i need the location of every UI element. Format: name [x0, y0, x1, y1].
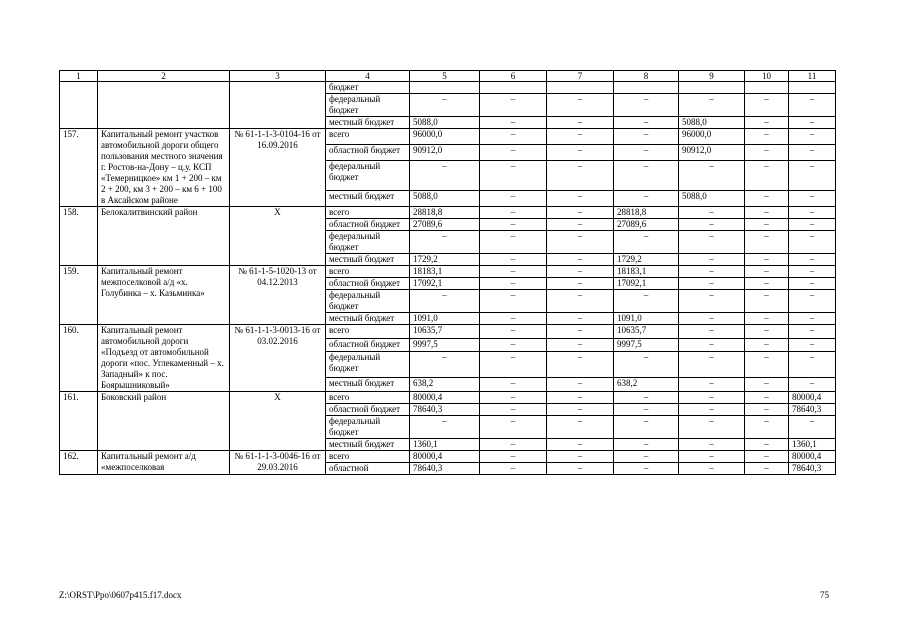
- amount-cell: 18183,1: [410, 266, 480, 278]
- amount-cell: –: [679, 219, 745, 231]
- amount-cell: –: [789, 290, 836, 313]
- amount-cell: –: [547, 94, 614, 117]
- amount-cell: –: [789, 416, 836, 439]
- amount-cell: –: [679, 451, 745, 463]
- funding-source-cell: местный бюджет: [326, 313, 410, 325]
- amount-cell: 78640,3: [410, 463, 480, 475]
- amount-cell: –: [679, 290, 745, 313]
- amount-cell: –: [547, 254, 614, 266]
- amount-cell: –: [789, 278, 836, 290]
- amount-cell: –: [480, 378, 547, 392]
- amount-cell: 28818,8: [614, 207, 679, 219]
- row-number-cell: 160.: [60, 325, 98, 392]
- amount-cell: –: [745, 219, 789, 231]
- amount-cell: –: [480, 117, 547, 129]
- amount-cell: –: [745, 191, 789, 207]
- amount-cell: –: [745, 451, 789, 463]
- amount-cell: –: [679, 313, 745, 325]
- column-number: 7: [547, 71, 614, 82]
- amount-cell: –: [547, 266, 614, 278]
- amount-cell: –: [679, 378, 745, 392]
- amount-cell: –: [745, 404, 789, 416]
- amount-cell: –: [547, 352, 614, 378]
- amount-cell: 80000,4: [410, 392, 480, 404]
- funding-source-cell: федеральный бюджет: [326, 290, 410, 313]
- column-number: 8: [614, 71, 679, 82]
- amount-cell: –: [614, 463, 679, 475]
- amount-cell: –: [480, 266, 547, 278]
- funding-source-cell: областной: [326, 463, 410, 475]
- amount-cell: –: [679, 231, 745, 254]
- amount-cell: –: [614, 160, 679, 190]
- amount-cell: 90912,0: [410, 144, 480, 160]
- amount-cell: 80000,4: [789, 392, 836, 404]
- funding-source-cell: местный бюджет: [326, 254, 410, 266]
- amount-cell: 78640,3: [410, 404, 480, 416]
- row-number-cell: [60, 82, 98, 129]
- amount-cell: –: [480, 231, 547, 254]
- amount-cell: –: [547, 392, 614, 404]
- amount-cell: –: [745, 254, 789, 266]
- funding-source-cell: бюджет: [326, 82, 410, 94]
- amount-cell: –: [789, 219, 836, 231]
- amount-cell: –: [614, 117, 679, 129]
- amount-cell: –: [547, 338, 614, 352]
- amount-cell: –: [480, 451, 547, 463]
- amount-cell: –: [745, 207, 789, 219]
- amount-cell: –: [614, 439, 679, 451]
- amount-cell: –: [614, 352, 679, 378]
- amount-cell: –: [679, 352, 745, 378]
- amount-cell: 9997,5: [410, 338, 480, 352]
- amount-cell: –: [480, 207, 547, 219]
- amount-cell: –: [745, 129, 789, 145]
- funding-source-cell: федеральный бюджет: [326, 160, 410, 190]
- amount-cell: 638,2: [614, 378, 679, 392]
- amount-cell: –: [547, 416, 614, 439]
- amount-cell: –: [547, 160, 614, 190]
- amount-cell: –: [614, 404, 679, 416]
- amount-cell: –: [547, 117, 614, 129]
- amount-cell: –: [679, 325, 745, 339]
- amount-cell: –: [410, 231, 480, 254]
- table-row: [60, 266, 836, 278]
- amount-cell: –: [480, 325, 547, 339]
- amount-cell: –: [789, 231, 836, 254]
- amount-cell: –: [789, 160, 836, 190]
- funding-source-cell: местный бюджет: [326, 439, 410, 451]
- column-number: 10: [745, 71, 789, 82]
- amount-cell: –: [614, 191, 679, 207]
- amount-cell: –: [745, 290, 789, 313]
- amount-cell: –: [789, 378, 836, 392]
- object-name-cell: Капитальный ремонт автомобильной дороги «Подъезд от автомобильной дороги «пос. Углекаменный – х. Западный» к пос. Боярышниковый»: [98, 325, 230, 392]
- amount-cell: 27089,6: [410, 219, 480, 231]
- amount-cell: –: [679, 94, 745, 117]
- amount-cell: –: [789, 338, 836, 352]
- amount-cell: –: [789, 325, 836, 339]
- funding-source-cell: областной бюджет: [326, 278, 410, 290]
- amount-cell: –: [410, 352, 480, 378]
- amount-cell: –: [547, 290, 614, 313]
- amount-cell: –: [789, 191, 836, 207]
- funding-source-cell: всего: [326, 392, 410, 404]
- table-body: [60, 82, 836, 475]
- funding-source-cell: федеральный бюджет: [326, 352, 410, 378]
- object-name-cell: Белокалитвинский район: [98, 207, 230, 266]
- amount-cell: –: [614, 129, 679, 145]
- amount-cell: 1360,1: [410, 439, 480, 451]
- table-row: [60, 82, 836, 94]
- amount-cell: 5088,0: [410, 117, 480, 129]
- amount-cell: –: [547, 404, 614, 416]
- amount-cell: –: [745, 338, 789, 352]
- row-number-cell: 161.: [60, 392, 98, 451]
- amount-cell: –: [547, 451, 614, 463]
- amount-cell: 638,2: [410, 378, 480, 392]
- amount-cell: –: [745, 231, 789, 254]
- amount-cell: –: [745, 378, 789, 392]
- amount-cell: –: [614, 416, 679, 439]
- funding-source-cell: всего: [326, 129, 410, 145]
- amount-cell: –: [745, 160, 789, 190]
- amount-cell: –: [679, 404, 745, 416]
- amount-cell: –: [547, 129, 614, 145]
- amount-cell: –: [480, 404, 547, 416]
- amount-cell: –: [789, 144, 836, 160]
- amount-cell: –: [745, 416, 789, 439]
- amount-cell: –: [679, 338, 745, 352]
- funding-source-cell: местный бюджет: [326, 191, 410, 207]
- amount-cell: 18183,1: [614, 266, 679, 278]
- amount-cell: –: [480, 191, 547, 207]
- column-number: 9: [679, 71, 745, 82]
- table-row: [60, 129, 836, 145]
- amount-cell: 1091,0: [614, 313, 679, 325]
- amount-cell: –: [679, 160, 745, 190]
- amount-cell: –: [745, 144, 789, 160]
- amount-cell: –: [547, 439, 614, 451]
- document-number-cell: № 61-1-1-3-0013-16 от 03.02.2016: [230, 325, 326, 392]
- object-name-cell: Капитальный ремонт участков автомобильной дороги общего пользования местного значения г. Ростов-на-Дону – ц.у. КСП «Темерницкое» км 1 + 200 – км 2 + 200, км 3 + 200 – км 6 + 100 в Аксайском районе: [98, 129, 230, 207]
- amount-cell: –: [614, 94, 679, 117]
- amount-cell: –: [745, 266, 789, 278]
- funding-source-cell: областной бюджет: [326, 144, 410, 160]
- amount-cell: –: [679, 266, 745, 278]
- amount-cell: –: [410, 416, 480, 439]
- document-number-cell: [230, 82, 326, 129]
- amount-cell: [480, 82, 547, 94]
- funding-source-cell: всего: [326, 325, 410, 339]
- amount-cell: –: [480, 160, 547, 190]
- amount-cell: –: [745, 392, 789, 404]
- amount-cell: –: [679, 392, 745, 404]
- amount-cell: 1360,1: [789, 439, 836, 451]
- amount-cell: –: [547, 325, 614, 339]
- amount-cell: –: [480, 463, 547, 475]
- document-page: [59, 70, 835, 475]
- amount-cell: –: [547, 207, 614, 219]
- amount-cell: 10635,7: [410, 325, 480, 339]
- amount-cell: –: [789, 352, 836, 378]
- amount-cell: –: [547, 378, 614, 392]
- amount-cell: [679, 82, 745, 94]
- document-number-cell: Х: [230, 207, 326, 266]
- amount-cell: –: [745, 278, 789, 290]
- amount-cell: 96000,0: [410, 129, 480, 145]
- amount-cell: 78640,3: [789, 404, 836, 416]
- amount-cell: –: [745, 94, 789, 117]
- column-number-row: [60, 71, 836, 82]
- column-number: 1: [60, 71, 98, 82]
- object-name-cell: [98, 82, 230, 129]
- amount-cell: 80000,4: [410, 451, 480, 463]
- amount-cell: –: [789, 266, 836, 278]
- funding-source-cell: областной бюджет: [326, 219, 410, 231]
- amount-cell: 10635,7: [614, 325, 679, 339]
- amount-cell: –: [480, 94, 547, 117]
- funding-source-cell: всего: [326, 207, 410, 219]
- amount-cell: –: [547, 231, 614, 254]
- amount-cell: –: [547, 463, 614, 475]
- amount-cell: 80000,4: [789, 451, 836, 463]
- amount-cell: –: [410, 290, 480, 313]
- amount-cell: –: [480, 144, 547, 160]
- object-name-cell: Капитальный ремонт межпоселковой а/д «х. Голубинка – х. Казьминка»: [98, 266, 230, 325]
- amount-cell: 27089,6: [614, 219, 679, 231]
- table-row: [60, 392, 836, 404]
- row-number-cell: 162.: [60, 451, 98, 475]
- amount-cell: 1729,2: [410, 254, 480, 266]
- funding-source-cell: всего: [326, 266, 410, 278]
- amount-cell: –: [614, 231, 679, 254]
- funding-source-cell: областной бюджет: [326, 338, 410, 352]
- amount-cell: [410, 82, 480, 94]
- amount-cell: –: [745, 439, 789, 451]
- amount-cell: –: [745, 352, 789, 378]
- funding-source-cell: федеральный бюджет: [326, 94, 410, 117]
- budget-table: [59, 70, 836, 475]
- amount-cell: –: [480, 290, 547, 313]
- amount-cell: –: [745, 313, 789, 325]
- amount-cell: –: [480, 416, 547, 439]
- amount-cell: –: [789, 254, 836, 266]
- amount-cell: [547, 82, 614, 94]
- amount-cell: –: [745, 117, 789, 129]
- amount-cell: –: [547, 219, 614, 231]
- amount-cell: –: [789, 94, 836, 117]
- amount-cell: 90912,0: [679, 144, 745, 160]
- amount-cell: –: [410, 94, 480, 117]
- row-number-cell: 159.: [60, 266, 98, 325]
- amount-cell: –: [410, 160, 480, 190]
- amount-cell: –: [614, 144, 679, 160]
- document-number-cell: Х: [230, 392, 326, 451]
- amount-cell: –: [480, 439, 547, 451]
- amount-cell: –: [679, 254, 745, 266]
- amount-cell: 78640,3: [789, 463, 836, 475]
- amount-cell: –: [679, 463, 745, 475]
- amount-cell: –: [480, 338, 547, 352]
- amount-cell: –: [614, 451, 679, 463]
- column-number: 11: [789, 71, 836, 82]
- amount-cell: –: [547, 191, 614, 207]
- column-number: 4: [326, 71, 410, 82]
- document-number-cell: № 61-1-5-1020-13 от 04.12.2013: [230, 266, 326, 325]
- amount-cell: 1091,0: [410, 313, 480, 325]
- amount-cell: –: [789, 117, 836, 129]
- amount-cell: 5088,0: [679, 191, 745, 207]
- amount-cell: [745, 82, 789, 94]
- object-name-cell: Капитальный ремонт а/д «межпоселковая: [98, 451, 230, 475]
- amount-cell: –: [789, 129, 836, 145]
- amount-cell: –: [789, 313, 836, 325]
- amount-cell: 1729,2: [614, 254, 679, 266]
- amount-cell: –: [480, 129, 547, 145]
- amount-cell: 5088,0: [679, 117, 745, 129]
- table-row: [60, 207, 836, 219]
- table-row: [60, 325, 836, 339]
- amount-cell: –: [789, 207, 836, 219]
- column-number: 2: [98, 71, 230, 82]
- amount-cell: 28818,8: [410, 207, 480, 219]
- amount-cell: –: [679, 439, 745, 451]
- footer-file-path: Z:\ORST\Ppo\0607p415.f17.docx: [59, 590, 182, 600]
- amount-cell: 96000,0: [679, 129, 745, 145]
- funding-source-cell: местный бюджет: [326, 378, 410, 392]
- amount-cell: [789, 82, 836, 94]
- table-row: [60, 451, 836, 463]
- amount-cell: –: [480, 219, 547, 231]
- amount-cell: –: [480, 392, 547, 404]
- object-name-cell: Боковский район: [98, 392, 230, 451]
- column-number: 5: [410, 71, 480, 82]
- document-number-cell: № 61-1-1-3-0104-16 от 16.09.2016: [230, 129, 326, 207]
- amount-cell: –: [480, 352, 547, 378]
- amount-cell: –: [547, 278, 614, 290]
- amount-cell: –: [480, 254, 547, 266]
- document-number-cell: № 61-1-1-3-0046-16 от 29.03.2016: [230, 451, 326, 475]
- row-number-cell: 157.: [60, 129, 98, 207]
- amount-cell: 5088,0: [410, 191, 480, 207]
- amount-cell: –: [679, 207, 745, 219]
- amount-cell: [614, 82, 679, 94]
- amount-cell: –: [614, 392, 679, 404]
- footer-page-number: 75: [820, 590, 829, 600]
- amount-cell: –: [745, 325, 789, 339]
- amount-cell: –: [480, 278, 547, 290]
- amount-cell: 17092,1: [410, 278, 480, 290]
- amount-cell: –: [614, 290, 679, 313]
- funding-source-cell: федеральный бюджет: [326, 231, 410, 254]
- funding-source-cell: местный бюджет: [326, 117, 410, 129]
- amount-cell: 17092,1: [614, 278, 679, 290]
- funding-source-cell: всего: [326, 451, 410, 463]
- amount-cell: –: [679, 278, 745, 290]
- amount-cell: 9997,5: [614, 338, 679, 352]
- column-number: 3: [230, 71, 326, 82]
- amount-cell: –: [547, 144, 614, 160]
- amount-cell: –: [745, 463, 789, 475]
- row-number-cell: 158.: [60, 207, 98, 266]
- funding-source-cell: областной бюджет: [326, 404, 410, 416]
- amount-cell: –: [480, 313, 547, 325]
- column-number: 6: [480, 71, 547, 82]
- funding-source-cell: федеральный бюджет: [326, 416, 410, 439]
- amount-cell: –: [679, 416, 745, 439]
- amount-cell: –: [547, 313, 614, 325]
